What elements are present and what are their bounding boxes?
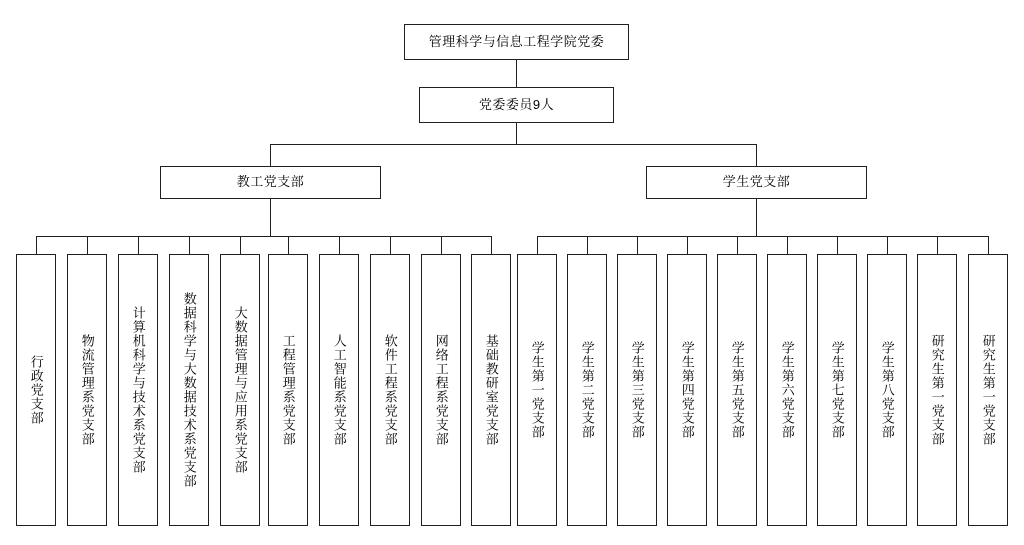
node-student-branch-3[interactable]: 学生第三党支部 bbox=[617, 254, 657, 526]
connector-leaf-drop bbox=[87, 236, 88, 254]
node-teacher-branch-5[interactable]: 大数据管理与应用系党支部 bbox=[220, 254, 260, 526]
node-student-branch-1[interactable]: 学生第一党支部 bbox=[517, 254, 557, 526]
connector-leaf-drop bbox=[441, 236, 442, 254]
node-teacher-branch-1[interactable]: 行政党支部 bbox=[16, 254, 56, 526]
connector-leaf-drop bbox=[138, 236, 139, 254]
connector-leaf-drop bbox=[737, 236, 738, 254]
connector-leaf-drop bbox=[537, 236, 538, 254]
node-branch-teacher[interactable]: 教工党支部 bbox=[160, 166, 381, 199]
connector-leaf-drop bbox=[887, 236, 888, 254]
connector-teacher-stem bbox=[270, 199, 271, 236]
connector-leaf-drop bbox=[787, 236, 788, 254]
connector-leaf-drop bbox=[988, 236, 989, 254]
connector-drop-student bbox=[756, 144, 757, 166]
node-teacher-branch-3[interactable]: 计算机科学与技术系党支部 bbox=[118, 254, 158, 526]
node-student-branch-9[interactable]: 研究生第一党支部 bbox=[917, 254, 957, 526]
connector-branch-bus bbox=[270, 144, 757, 145]
connector-student-stem bbox=[756, 199, 757, 236]
connector-committee-stem bbox=[516, 123, 517, 144]
node-branch-student[interactable]: 学生党支部 bbox=[646, 166, 867, 199]
node-student-branch-4[interactable]: 学生第四党支部 bbox=[667, 254, 707, 526]
connector-leaf-drop bbox=[390, 236, 391, 254]
connector-drop-teacher bbox=[270, 144, 271, 166]
connector-leaf-drop bbox=[491, 236, 492, 254]
connector-student-bus bbox=[537, 236, 988, 237]
connector-teacher-bus bbox=[36, 236, 491, 237]
connector-leaf-drop bbox=[189, 236, 190, 254]
node-root[interactable]: 管理科学与信息工程学院党委 bbox=[404, 24, 629, 60]
node-student-branch-6[interactable]: 学生第六党支部 bbox=[767, 254, 807, 526]
node-teacher-branch-10[interactable]: 基础教研室党支部 bbox=[471, 254, 511, 526]
node-student-branch-5[interactable]: 学生第五党支部 bbox=[717, 254, 757, 526]
connector-leaf-drop bbox=[36, 236, 37, 254]
node-teacher-branch-8[interactable]: 软件工程系党支部 bbox=[370, 254, 410, 526]
connector-root-to-committee bbox=[516, 60, 517, 87]
node-teacher-branch-9[interactable]: 网络工程系党支部 bbox=[421, 254, 461, 526]
connector-leaf-drop bbox=[937, 236, 938, 254]
connector-leaf-drop bbox=[288, 236, 289, 254]
node-party-committee[interactable]: 党委委员9人 bbox=[419, 87, 614, 123]
connector-leaf-drop bbox=[687, 236, 688, 254]
node-student-branch-10[interactable]: 研究生第一党支部 bbox=[968, 254, 1008, 526]
node-student-branch-8[interactable]: 学生第八党支部 bbox=[867, 254, 907, 526]
node-teacher-branch-7[interactable]: 人工智能系党支部 bbox=[319, 254, 359, 526]
connector-leaf-drop bbox=[339, 236, 340, 254]
node-teacher-branch-4[interactable]: 数据科学与大数据技术系党支部 bbox=[169, 254, 209, 526]
node-student-branch-7[interactable]: 学生第七党支部 bbox=[817, 254, 857, 526]
connector-leaf-drop bbox=[587, 236, 588, 254]
node-student-branch-2[interactable]: 学生第二党支部 bbox=[567, 254, 607, 526]
node-teacher-branch-2[interactable]: 物流管理系党支部 bbox=[67, 254, 107, 526]
connector-leaf-drop bbox=[837, 236, 838, 254]
connector-leaf-drop bbox=[240, 236, 241, 254]
connector-leaf-drop bbox=[637, 236, 638, 254]
node-teacher-branch-6[interactable]: 工程管理系党支部 bbox=[268, 254, 308, 526]
